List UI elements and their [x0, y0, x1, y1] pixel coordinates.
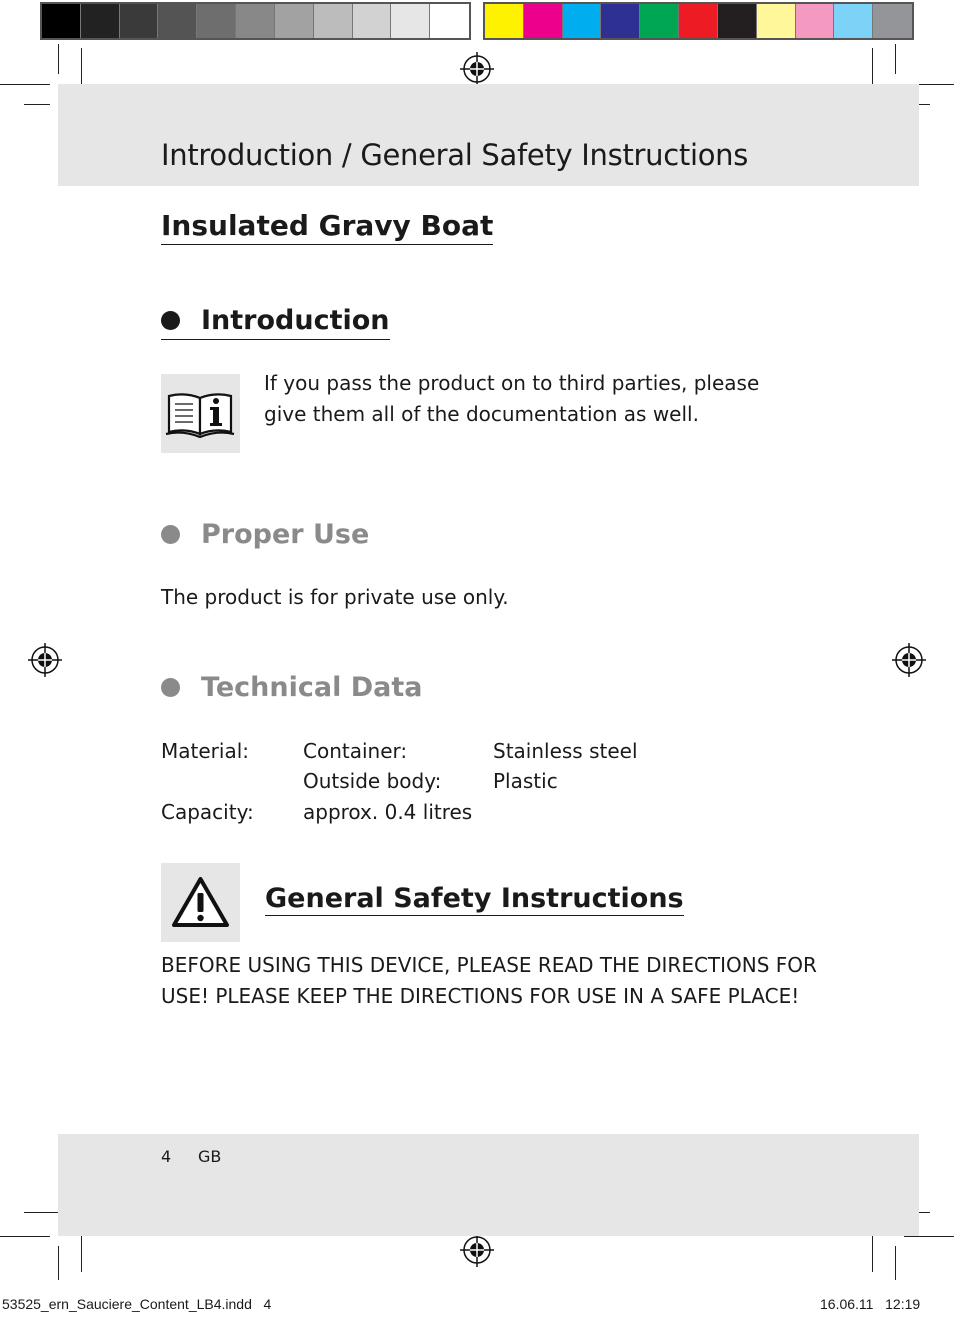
section-heading-text: Introduction	[201, 304, 390, 336]
crop-mark	[904, 1236, 954, 1237]
color-swatch	[120, 4, 159, 38]
bullet-dot-icon	[161, 678, 180, 697]
crop-mark	[0, 1236, 50, 1237]
color-calibration-bar-cmyk	[483, 2, 914, 40]
color-swatch	[873, 4, 912, 38]
color-swatch	[430, 4, 469, 38]
slug-datetime: 16.06.11 12:19	[820, 1296, 921, 1312]
tech-data-label: Capacity:	[161, 800, 254, 824]
color-swatch	[353, 4, 392, 38]
bullet-dot-icon	[161, 525, 180, 544]
crop-mark	[81, 1230, 82, 1272]
color-swatch	[757, 4, 796, 38]
page-header-title: Introduction / General Safety Instructions	[161, 138, 749, 172]
section-heading-text: Proper Use	[201, 518, 370, 550]
crop-mark	[895, 1246, 896, 1280]
section-heading-text: Technical Data	[201, 671, 423, 703]
section-heading-technical-data	[161, 669, 422, 705]
info-book-icon	[161, 374, 240, 453]
color-swatch	[601, 4, 640, 38]
slug-filename: 53525_ern_Sauciere_Content_LB4.indd 4	[2, 1296, 272, 1312]
crop-mark	[58, 1246, 59, 1280]
safety-warning-text: BEFORE USING THIS DEVICE, PLEASE READ THE DIRECTIONS FOR USE! PLEASE KEEP THE DIRECTIONS FOR USE IN A SAFE PLACE!	[161, 953, 817, 1008]
warning-box	[161, 863, 240, 942]
info-box	[161, 374, 240, 453]
color-swatch	[158, 4, 197, 38]
color-swatch	[391, 4, 430, 38]
color-swatch	[796, 4, 835, 38]
color-swatch	[42, 4, 81, 38]
registration-mark-icon	[28, 643, 62, 677]
crop-mark	[895, 44, 896, 74]
tech-data-value: Stainless steel	[493, 739, 638, 763]
tech-data-value: Plastic	[493, 769, 558, 793]
bullet-dot-icon	[161, 311, 180, 330]
registration-mark-icon	[460, 1233, 494, 1267]
color-swatch	[718, 4, 757, 38]
crop-mark	[0, 84, 50, 85]
tech-data-item: approx. 0.4 litres	[303, 800, 473, 824]
section-heading-introduction	[161, 302, 390, 340]
color-swatch	[197, 4, 236, 38]
footer-band	[58, 1134, 919, 1236]
color-swatch	[640, 4, 679, 38]
proper-use-text: The product is for private use only.	[161, 585, 509, 609]
registration-mark-icon	[892, 643, 926, 677]
color-swatch	[275, 4, 314, 38]
color-swatch	[834, 4, 873, 38]
section-heading-safety: General Safety Instructions	[265, 883, 684, 914]
color-swatch	[81, 4, 120, 38]
tech-data-label: Material:	[161, 739, 249, 763]
color-swatch	[679, 4, 718, 38]
color-swatch	[563, 4, 602, 38]
warning-triangle-icon	[161, 863, 240, 942]
color-swatch	[314, 4, 353, 38]
introduction-text: If you pass the product on to third parties, please give them all of the documentation as well.	[264, 371, 760, 426]
color-swatch	[236, 4, 275, 38]
document-title: Insulated Gravy Boat	[161, 209, 493, 245]
color-calibration-bar-grey	[40, 2, 471, 40]
color-swatch	[524, 4, 563, 38]
section-heading-proper-use	[161, 516, 369, 552]
page-number: 4	[161, 1147, 172, 1166]
registration-mark-icon	[460, 52, 494, 86]
crop-mark	[872, 1230, 873, 1272]
color-swatch	[485, 4, 524, 38]
crop-mark	[58, 44, 59, 74]
tech-data-item: Outside body:	[303, 769, 442, 793]
language-code: GB	[198, 1147, 222, 1166]
tech-data-item: Container:	[303, 739, 408, 763]
crop-mark	[24, 104, 50, 105]
